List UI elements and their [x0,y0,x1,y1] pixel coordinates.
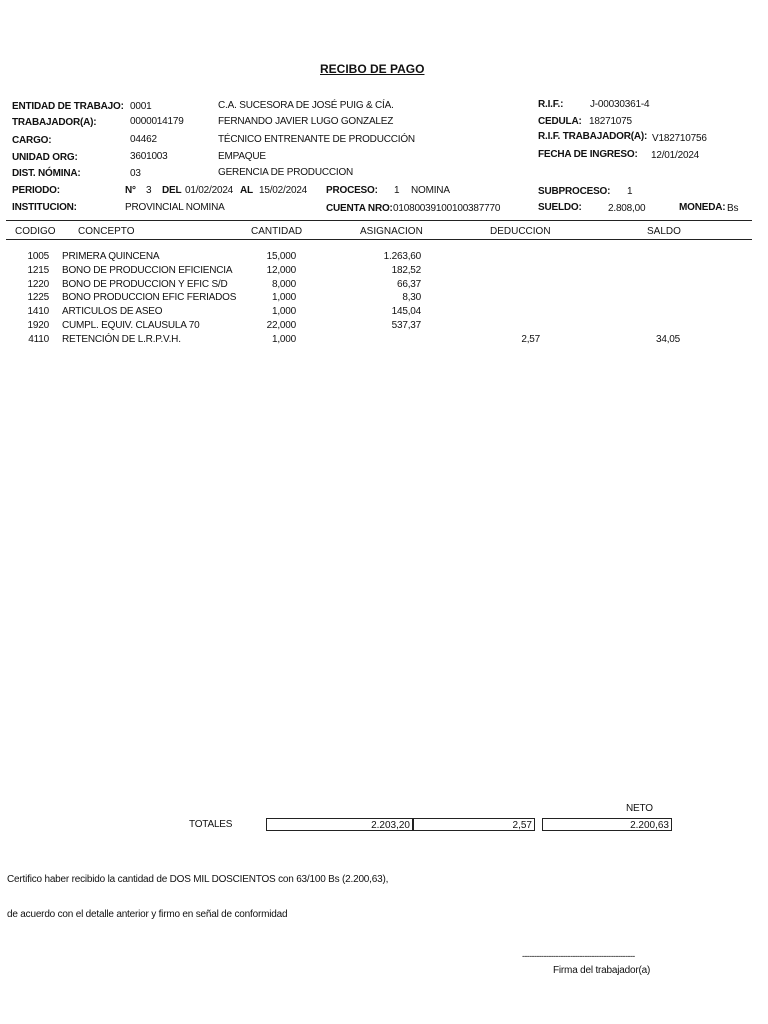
cell-cantidad: 22,000 [266,320,296,331]
rif-trabajador-value: V182710756 [652,133,707,144]
header-deduccion: DEDUCCION [490,226,551,237]
cell-deduccion: 2,57 [521,333,540,345]
header-asignacion: ASIGNACION [360,226,423,237]
trabajador-code: 0000014179 [130,116,184,127]
moneda-value: Bs [727,203,739,214]
rif-value: J-00030361-4 [590,99,650,110]
trabajador-label: TRABAJADOR(A): [12,117,97,128]
header-concepto: CONCEPTO [78,226,135,237]
dist-code: 03 [130,168,141,179]
cell-cantidad: 12,000 [266,264,296,276]
cell-asignacion: 1.263,60 [383,251,421,262]
periodo-al-label: AL [240,185,253,196]
cell-asignacion: 145,04 [391,306,421,318]
cell-asignacion: 537,37 [391,320,421,331]
cell-concepto: ARTICULOS DE ASEO [62,306,163,318]
cell-cantidad: 1,000 [271,292,296,304]
header-saldo: SALDO [647,226,681,237]
proceso-num: 1 [394,185,400,196]
cargo-name: TÉCNICO ENTRENANTE DE PRODUCCIÓN [218,134,415,145]
cell-cantidad: 1,000 [271,333,296,345]
certificate-line-1: Certifico haber recibido la cantidad de DOS MIL DOSCIENTOS con 63/100 Bs (2.200,63), [7,874,389,885]
cedula-label: CEDULA: [538,116,582,127]
fecha-ingreso-label: FECHA DE INGRESO: [538,149,638,160]
cargo-code: 04462 [130,134,157,145]
rif-trabajador-label: R.I.F. TRABAJADOR(A): [538,131,648,142]
periodo-al: 15/02/2024 [259,185,308,196]
proceso-name: NOMINA [411,185,450,196]
cell-concepto: CUMPL. EQUIV. CLAUSULA 70 [62,320,200,331]
cell-concepto: BONO DE PRODUCCION Y EFIC S/D [62,278,228,290]
cell-concepto: BONO PRODUCCION EFIC FERIADOS [62,292,237,304]
unidad-name: EMPAQUE [218,151,266,162]
header-cantidad: CANTIDAD [251,226,303,237]
page-title: RECIBO DE PAGO [320,62,425,76]
unidad-label: UNIDAD ORG: [12,152,78,163]
cedula-value: 18271075 [589,116,632,127]
table-header-rule [6,239,752,240]
proceso-label: PROCESO: [326,185,378,196]
cell-asignacion: 182,52 [391,264,421,276]
signature-label: Firma del trabajador(a) [553,965,651,976]
total-asignacion: 2.203,20 [266,818,413,831]
dist-name: GERENCIA DE PRODUCCION [218,167,354,178]
dist-label: DIST. NÓMINA: [12,168,81,179]
institucion-label: INSTITUCION: [12,202,77,213]
cell-codigo: 1920 [27,320,49,331]
periodo-del: 01/02/2024 [185,185,234,196]
cell-concepto: RETENCIÓN DE L.R.P.V.H. [62,333,181,345]
unidad-code: 3601003 [130,151,168,162]
periodo-num: 3 [146,185,152,196]
cell-saldo: 34,05 [655,333,680,345]
cell-cantidad: 15,000 [266,251,296,262]
cell-codigo: 1215 [27,264,49,276]
totales-label: TOTALES [189,819,233,830]
cell-codigo: 4110 [28,333,49,345]
header-codigo: CODIGO [15,226,56,237]
periodo-del-label: DEL [162,185,182,196]
rif-label: R.I.F.: [538,99,564,110]
periodo-num-label: N° [125,185,136,196]
certificate-line-2: de acuerdo con el detalle anterior y firmo en señal de conformidad [7,909,288,920]
subproceso-label: SUBPROCESO: [538,186,611,197]
cell-codigo: 1410 [27,306,49,318]
neto-label: NETO [626,803,653,814]
cell-asignacion: 66,37 [396,278,421,290]
sueldo-value: 2.808,00 [608,203,646,214]
periodo-label: PERIODO: [12,185,60,196]
signature-line: ----------------------------------------------- [522,951,635,961]
moneda-label: MONEDA: [679,202,726,213]
cell-codigo: 1005 [27,251,49,262]
cell-asignacion: 8,30 [402,292,421,304]
entidad-code: 0001 [130,101,152,112]
cell-cantidad: 8,000 [271,278,296,290]
cuenta-value: 01080039100100387770 [393,203,501,214]
entidad-label: ENTIDAD DE TRABAJO: [12,101,124,112]
table-top-rule [6,220,752,221]
cell-codigo: 1220 [27,278,49,290]
trabajador-name: FERNANDO JAVIER LUGO GONZALEZ [218,116,394,127]
entidad-name: C.A. SUCESORA DE JOSÉ PUIG & CÍA. [218,100,394,111]
cell-concepto: PRIMERA QUINCENA [62,251,160,262]
cuenta-label: CUENTA NRO: [326,203,393,214]
institucion-value: PROVINCIAL NOMINA [125,202,225,213]
subproceso-value: 1 [627,186,633,197]
total-neto: 2.200,63 [542,818,672,831]
cargo-label: CARGO: [12,135,52,146]
cell-cantidad: 1,000 [271,306,296,318]
total-deduccion: 2,57 [413,818,535,831]
sueldo-label: SUELDO: [538,202,582,213]
cell-concepto: BONO DE PRODUCCION EFICIENCIA [62,264,233,276]
cell-codigo: 1225 [27,292,49,304]
fecha-ingreso-value: 12/01/2024 [651,150,700,161]
